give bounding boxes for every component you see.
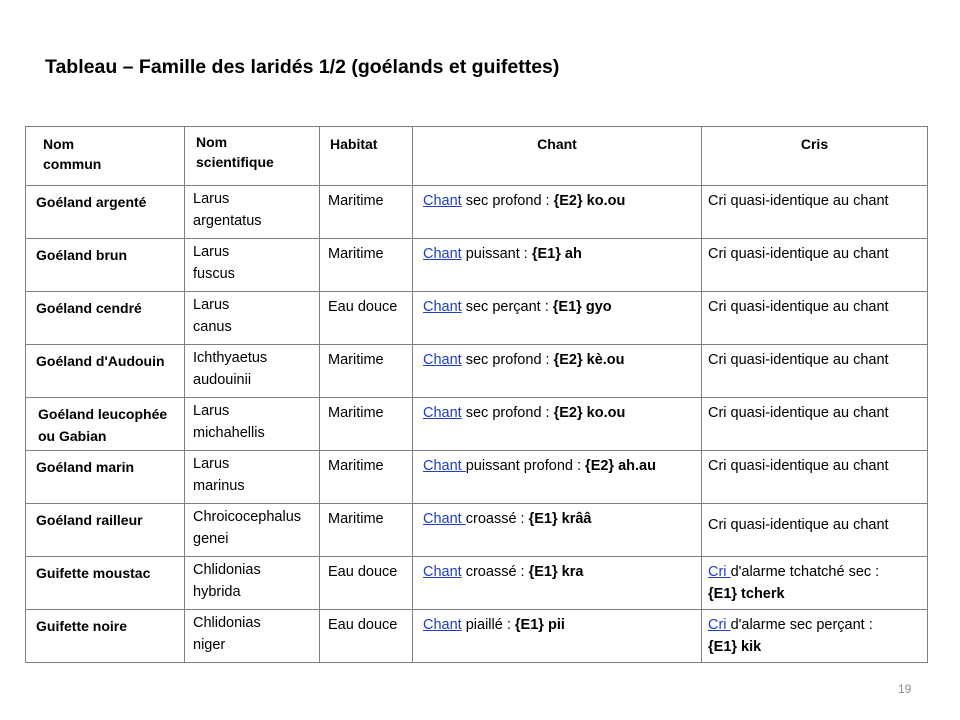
- nom-scientifique-line2: niger: [193, 637, 226, 653]
- cell-nom-commun: [26, 451, 185, 504]
- cell-cris: [702, 345, 928, 398]
- chant-code: {E1} krââ: [528, 511, 592, 527]
- nom-scientifique-line2: canus: [193, 319, 232, 335]
- header-nom-sci-line1: Nom: [196, 134, 228, 150]
- nom-scientifique-line1: Chlidonias: [193, 562, 261, 578]
- chant-link[interactable]: Chant: [423, 352, 462, 368]
- nom-scientifique-line2: genei: [193, 531, 229, 547]
- nom-scientifique-line1: Larus: [193, 456, 230, 472]
- cell-nom-commun: [26, 610, 185, 663]
- cell-chant: [413, 504, 702, 557]
- chant-code: {E2} kè.ou: [553, 352, 625, 368]
- table-row: [26, 345, 928, 398]
- habitat: Maritime: [328, 352, 384, 368]
- nom-commun: Guifette moustac: [36, 565, 151, 581]
- cell-cris: [702, 451, 928, 504]
- nom-commun: Goéland marin: [36, 459, 135, 475]
- habitat: Eau douce: [328, 299, 398, 315]
- chant-text: puissant :: [461, 246, 532, 262]
- header-nom-commun: [26, 127, 185, 186]
- cri-code: {E1} kik: [708, 639, 762, 655]
- nom-scientifique-line1: Chlidonias: [193, 615, 261, 631]
- header-habitat-label: Habitat: [330, 136, 378, 152]
- chant-text: sec perçant :: [461, 299, 553, 315]
- chant-text: sec profond :: [461, 405, 554, 421]
- cell-chant: [413, 292, 702, 345]
- header-nom-sci-line2: scientifique: [196, 154, 274, 170]
- cri-text: Cri quasi-identique au chant: [708, 246, 889, 262]
- habitat: Maritime: [328, 511, 384, 527]
- chant-text: sec profond :: [461, 352, 554, 368]
- cell-habitat: [320, 345, 413, 398]
- nom-scientifique-line1: Larus: [193, 297, 230, 313]
- habitat: Eau douce: [328, 564, 398, 580]
- nom-commun: Guifette noire: [36, 618, 128, 634]
- nom-commun: Goéland cendré: [36, 300, 142, 316]
- cell-nom-scientifique: [185, 504, 320, 557]
- cell-nom-scientifique: [185, 610, 320, 663]
- nom-scientifique-line2: hybrida: [193, 584, 241, 600]
- cell-nom-commun: [26, 292, 185, 345]
- chant-code: {E1} gyo: [552, 299, 612, 315]
- cell-chant: [413, 610, 702, 663]
- cell-nom-scientifique: [185, 239, 320, 292]
- nom-scientifique-line2: audouinii: [193, 372, 252, 388]
- chant-link[interactable]: Chant: [423, 617, 462, 633]
- cell-cris: [702, 557, 928, 610]
- cri-text: d'alarme sec perçant :: [730, 617, 873, 633]
- cri-code: {E1} tcherk: [708, 586, 785, 602]
- cell-chant: [413, 451, 702, 504]
- cell-nom-commun: [26, 398, 185, 451]
- cell-chant: [413, 398, 702, 451]
- nom-commun: Goéland railleur: [36, 512, 143, 528]
- habitat: Maritime: [328, 458, 384, 474]
- table-row: [26, 504, 928, 557]
- nom-scientifique-line1: Larus: [193, 244, 230, 260]
- header-cris-label: Cris: [800, 136, 829, 152]
- table-header-row: [26, 127, 928, 186]
- nom-scientifique-line2: marinus: [193, 478, 245, 494]
- cell-chant: [413, 239, 702, 292]
- cell-chant: [413, 345, 702, 398]
- table-row: [26, 186, 928, 239]
- cell-cris: [702, 186, 928, 239]
- cell-cris: [702, 398, 928, 451]
- cell-chant: [413, 557, 702, 610]
- table-row: [26, 557, 928, 610]
- cell-habitat: [320, 186, 413, 239]
- chant-link[interactable]: Chant: [423, 299, 462, 315]
- cell-nom-commun: [26, 345, 185, 398]
- chant-link[interactable]: Chant: [423, 405, 462, 421]
- page-title: Tableau – Famille des laridés 1/2 (goélands et guifettes): [45, 56, 560, 78]
- nom-scientifique-line1: Chroicocephalus: [193, 509, 302, 525]
- cell-cris: [702, 610, 928, 663]
- chant-text: sec profond :: [461, 193, 554, 209]
- cell-nom-scientifique: [185, 186, 320, 239]
- cell-nom-scientifique: [185, 345, 320, 398]
- nom-scientifique-line2: fuscus: [193, 266, 235, 282]
- chant-link[interactable]: Chant: [423, 564, 462, 580]
- nom-scientifique-line1: Ichthyaetus: [193, 350, 268, 366]
- chant-link[interactable]: Chant: [423, 511, 466, 527]
- header-chant-label: Chant: [537, 136, 577, 152]
- table-row: [26, 239, 928, 292]
- header-nom-commun-line2: commun: [43, 156, 102, 172]
- cri-text: Cri quasi-identique au chant: [708, 458, 889, 474]
- cell-habitat: [320, 292, 413, 345]
- nom-commun: Goéland argenté: [36, 194, 147, 210]
- cell-cris: [702, 239, 928, 292]
- chant-link[interactable]: Chant: [423, 246, 462, 262]
- nom-commun: Goéland leucophée ou Gabian: [38, 406, 168, 444]
- table-row: [26, 610, 928, 663]
- nom-commun: Goéland d'Audouin: [36, 353, 165, 369]
- cri-text: Cri quasi-identique au chant: [708, 299, 889, 315]
- cell-habitat: [320, 504, 413, 557]
- header-cris: [702, 127, 928, 186]
- header-habitat: [320, 127, 413, 186]
- chant-code: {E1} kra: [528, 564, 584, 580]
- header-chant: [413, 127, 702, 186]
- cell-habitat: [320, 451, 413, 504]
- cell-habitat: [320, 610, 413, 663]
- table-row: [26, 451, 928, 504]
- nom-scientifique-line2: michahellis: [193, 425, 265, 441]
- cri-text: Cri quasi-identique au chant: [708, 193, 889, 209]
- habitat: Maritime: [328, 193, 384, 209]
- cell-nom-scientifique: [185, 451, 320, 504]
- cell-nom-scientifique: [185, 292, 320, 345]
- chant-text: puissant profond :: [465, 458, 586, 474]
- table-row: [26, 292, 928, 345]
- cell-nom-commun: [26, 239, 185, 292]
- cri-text: d'alarme tchatché sec :: [730, 564, 880, 580]
- nom-scientifique-line2: argentatus: [193, 213, 262, 229]
- habitat: Eau douce: [328, 617, 398, 633]
- cell-nom-commun: [26, 186, 185, 239]
- header-nom-scientifique: [185, 127, 320, 186]
- nom-scientifique-line1: Larus: [193, 191, 230, 207]
- cell-cris: [702, 504, 928, 557]
- cri-text: Cri quasi-identique au chant: [708, 517, 889, 533]
- chant-code: {E1} ah: [531, 246, 582, 262]
- cell-nom-commun: [26, 504, 185, 557]
- habitat: Maritime: [328, 405, 384, 421]
- chant-text: piaillé :: [461, 617, 515, 633]
- cell-nom-commun: [26, 557, 185, 610]
- chant-link[interactable]: Chant: [423, 458, 466, 474]
- chant-code: {E2} ko.ou: [553, 193, 626, 209]
- cell-nom-scientifique: [185, 398, 320, 451]
- habitat: Maritime: [328, 246, 384, 262]
- chant-text: croassé :: [461, 564, 529, 580]
- chant-link[interactable]: Chant: [423, 193, 462, 209]
- cell-habitat: [320, 557, 413, 610]
- cri-link[interactable]: Cri: [708, 617, 731, 633]
- cri-link[interactable]: Cri: [708, 564, 731, 580]
- header-nom-commun-line1: Nom: [43, 136, 75, 152]
- table-row: [26, 398, 928, 451]
- cri-text: Cri quasi-identique au chant: [708, 405, 889, 421]
- cell-habitat: [320, 239, 413, 292]
- page-number: 19: [898, 682, 912, 696]
- nom-scientifique-line1: Larus: [193, 403, 230, 419]
- cell-cris: [702, 292, 928, 345]
- chant-code: {E1} pii: [514, 617, 565, 633]
- cell-chant: [413, 186, 702, 239]
- cell-habitat: [320, 398, 413, 451]
- chant-code: {E2} ah.au: [585, 458, 656, 474]
- cri-text: Cri quasi-identique au chant: [708, 352, 889, 368]
- nom-commun: Goéland brun: [36, 247, 127, 263]
- cell-nom-scientifique: [185, 557, 320, 610]
- chant-code: {E2} ko.ou: [553, 405, 626, 421]
- chant-text: croassé :: [465, 511, 529, 527]
- laridae-table: [25, 126, 928, 663]
